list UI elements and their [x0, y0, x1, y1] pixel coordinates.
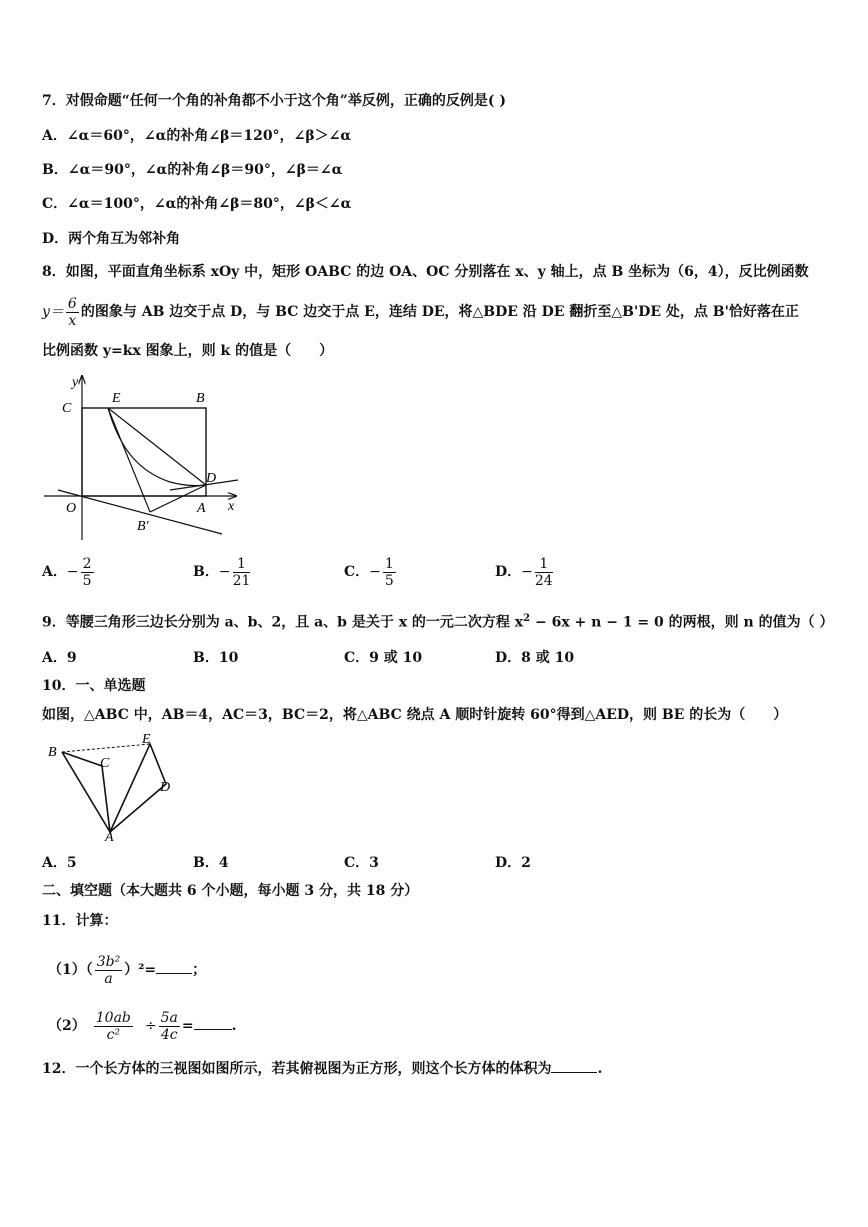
q11-part2-num1: 10ab [95, 1009, 131, 1026]
q8-stem-line1: 8．如图，平面直角坐标系 xOy 中，矩形 OABC 的边 OA、OC 分别落在 x、y 轴上，点 B 坐标为（6，4），反比例函数 [42, 264, 809, 280]
q11-part1-blank[interactable] [156, 973, 192, 974]
q8-option-d-den: 24 [534, 572, 553, 589]
q10-triangle-aed [110, 744, 166, 832]
q11-part2-tail: = [181, 1018, 194, 1034]
q11-part2-fraction1 [94, 1010, 133, 1043]
q8-option-b-fraction [233, 556, 251, 589]
q8-option-b [193, 552, 252, 592]
q11-part2-den2: 4c [160, 1026, 178, 1043]
q11-part1-num: 3b² [96, 953, 121, 970]
q8-line-at-d [170, 480, 238, 490]
q8-option-b-num: 1 [233, 556, 251, 573]
q8-option-c-sign: − [369, 564, 381, 580]
q8-option-c-letter: C． [344, 564, 370, 580]
q9-option-c: C．9 或 10 [344, 650, 423, 666]
q8-label-y: y [72, 375, 79, 390]
q8-formula-den: x [68, 312, 77, 329]
q11-part1-den: a [104, 970, 113, 987]
q10-option-c: C．3 [344, 855, 379, 871]
q11-part2-label: （2） [48, 1018, 86, 1034]
q10-dashed-be [62, 744, 150, 752]
q8-stem-line2-text: 的图象与 AB 边交于点 D，与 BC 边交于点 E，连结 DE，将△BDE 沿 DE 翻折至△B'DE 处，点 B'恰好落在正 [80, 304, 799, 320]
q11-part1-label: （1）（ [48, 962, 93, 978]
q11-part2-fraction2 [159, 1010, 180, 1043]
q11-part1-end: ； [192, 962, 207, 978]
q8-option-a-letter: A． [42, 564, 67, 580]
q11-part2 [48, 1006, 236, 1046]
q8-label-d: D [206, 471, 217, 486]
q11-part2-end: . [231, 1018, 237, 1034]
q12-blank[interactable] [551, 1072, 597, 1073]
q7-option-a: A．∠α＝60°，∠α的补角∠β＝120°，∠β＞∠α [42, 128, 352, 144]
q9-stem [42, 610, 833, 632]
q8-label-o: O [66, 501, 77, 516]
q8-label-e: E [112, 391, 121, 406]
q8-stem-line3: 比例函数 y=kx 图象上，则 k 的值是（ ） [42, 343, 334, 359]
q11-part2-blank[interactable] [194, 1029, 232, 1030]
q8-option-a-fraction [81, 556, 94, 589]
q8-option-c [344, 552, 398, 592]
q8-option-c-num: 1 [384, 555, 394, 572]
q12-end: . [597, 1061, 603, 1077]
q11-part1-fraction [95, 954, 122, 987]
q9-option-b: B．10 [193, 650, 239, 666]
q8-option-a [42, 552, 96, 592]
q11-stem: 11．计算： [42, 913, 118, 929]
q8-figure [40, 372, 250, 542]
q8-option-a-num: 2 [82, 555, 92, 572]
q10-label-d: D [160, 780, 171, 795]
q9-stem-b: − 6x + n − 1 = 0 的两根，则 n 的值为（ ） [530, 614, 834, 631]
q8-option-d [495, 552, 555, 592]
q10-figure [42, 732, 177, 844]
q8-stem-line2 [42, 292, 799, 332]
q9-option-d: D．8 或 10 [495, 650, 575, 666]
q8-option-c-den: 5 [384, 572, 394, 589]
q8-label-b: B [196, 391, 205, 406]
q8-option-b-letter: B． [193, 564, 219, 580]
q8-formula-fraction [66, 296, 79, 329]
q8-option-d-letter: D． [495, 564, 522, 580]
q8-rectangle-oabc [82, 408, 206, 496]
q8-segment-de [108, 408, 206, 485]
q10-option-b: B．4 [193, 855, 229, 871]
q8-option-c-fraction [383, 556, 396, 589]
q9-stem-a: 9．等腰三角形三边长分别为 a、b、2，且 a、b 是关于 x 的一元二次方程 x [42, 614, 524, 631]
q11-part2-num2: 5a [160, 1009, 178, 1026]
q10-header: 10．一、单选题 [42, 678, 146, 694]
q8-label-a: A [197, 501, 206, 516]
q8-option-d-num: 1 [535, 556, 553, 573]
q7-option-d: D．两个角互为邻补角 [42, 231, 181, 247]
section2-title: 二、填空题（本大题共 6 个小题，每小题 3 分，共 18 分） [42, 883, 419, 899]
q10-label-a: A [105, 830, 114, 844]
q10-label-e: E [142, 732, 151, 747]
q8-option-d-fraction [535, 556, 553, 589]
q11-part2-div: ÷ [144, 1018, 157, 1034]
q10-option-a: A．5 [42, 855, 77, 871]
q8-option-b-den: 21 [232, 572, 251, 589]
q7-option-b: B．∠α＝90°，∠α的补角∠β＝90°，∠β＝∠α [42, 162, 343, 178]
q9-option-a: A．9 [42, 650, 77, 666]
q7-stem: 7．对假命题“任何一个角的补角都不小于这个角”举反例，正确的反例是( ) [42, 93, 506, 109]
q10-label-c: C [100, 756, 110, 771]
q11-part2-den1: c² [106, 1026, 121, 1043]
q11-part1 [48, 950, 206, 990]
q8-option-a-sign: − [66, 564, 79, 580]
q10-stem: 如图，△ABC 中，AB＝4，AC＝3，BC＝2，将△ABC 绕点 A 顺时针旋转 60°得到△AED，则 BE 的长为（ ） [42, 707, 788, 723]
q11-part1-tail: ）²= [124, 962, 157, 978]
q10-option-d: D．2 [495, 855, 531, 871]
q9-stem-sup: 2 [523, 613, 531, 624]
q12-stem [42, 1060, 602, 1078]
q8-formula-lhs: y＝ [42, 304, 64, 320]
q10-label-b: B [48, 745, 57, 760]
q8-option-b-sign: − [218, 564, 231, 580]
q8-option-d-sign: − [521, 564, 533, 580]
q8-label-x: x [228, 499, 235, 514]
q7-option-c: C．∠α＝100°，∠α的补角∠β＝80°，∠β＜∠α [42, 196, 352, 212]
q8-label-b-prime: B' [137, 519, 149, 534]
q8-label-c: C [62, 401, 72, 416]
q8-formula-num: 6 [67, 295, 77, 312]
q8-option-a-den: 5 [82, 572, 92, 589]
q12-stem-text: 12．一个长方体的三视图如图所示，若其俯视图为正方形，则这个长方体的体积为 [42, 1061, 552, 1077]
